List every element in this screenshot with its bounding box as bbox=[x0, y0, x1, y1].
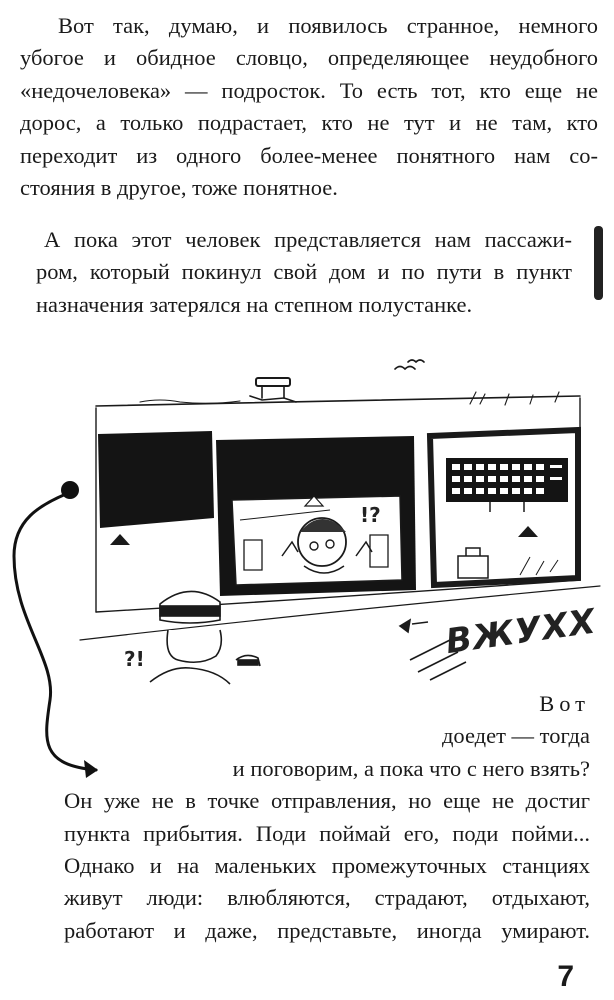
text-line: убогое и обидное словцо, определяющее неудобного bbox=[20, 45, 598, 71]
text-line: ром, который покинул свой дом и по пути в пункт bbox=[36, 259, 572, 285]
text-line: живут люди: влюбляются, страдают, отдыхают, bbox=[64, 885, 590, 911]
text-line: дорос, а только подрастает, кто не тут и не там, кто bbox=[20, 110, 598, 136]
text-line: А пока этот человек представляется нам пассажи- bbox=[44, 227, 572, 252]
boy-figure bbox=[150, 591, 260, 684]
text-line: работают и даже, представьте, иногда умирают. bbox=[64, 917, 590, 943]
exclamation-window: !? bbox=[360, 503, 381, 527]
sound-effect-text: ВЖУХХ bbox=[443, 601, 599, 663]
text-line: Он уже не в точке отправления, но еще не достиг bbox=[64, 788, 590, 814]
text-line: и поговорим, а пока что с него взять? bbox=[232, 755, 590, 781]
text-line: назначения затерялся на степном полустанке. bbox=[36, 291, 473, 317]
exclamation-left: ?! bbox=[124, 647, 145, 671]
train-window-right bbox=[430, 430, 578, 585]
paragraph-3 bbox=[64, 688, 590, 947]
paragraph-2 bbox=[36, 224, 572, 321]
paragraph-1 bbox=[20, 10, 598, 204]
text-line: пункта прибытия. Поди поймай его, поди пойми... bbox=[64, 820, 590, 846]
text-line: «недочеловека» — подросток. То есть тот, кто еще не bbox=[20, 77, 598, 103]
text-line: Вот так, думаю, и появилось странное, немного bbox=[58, 13, 598, 38]
sidebar-bar bbox=[594, 226, 603, 300]
text-line: стояния в другое, тоже понятное. bbox=[20, 175, 338, 201]
train-window-passenger bbox=[216, 436, 416, 596]
text-line: переходит из одного более-менее понятного нам со- bbox=[20, 142, 598, 168]
text-line: доедет — тогда bbox=[441, 723, 590, 749]
page-number: 7 bbox=[557, 960, 574, 993]
train-window-left bbox=[98, 431, 214, 528]
text-line: Однако и на маленьких промежуточных станциях bbox=[64, 853, 590, 879]
text-line: Вот bbox=[539, 691, 590, 716]
